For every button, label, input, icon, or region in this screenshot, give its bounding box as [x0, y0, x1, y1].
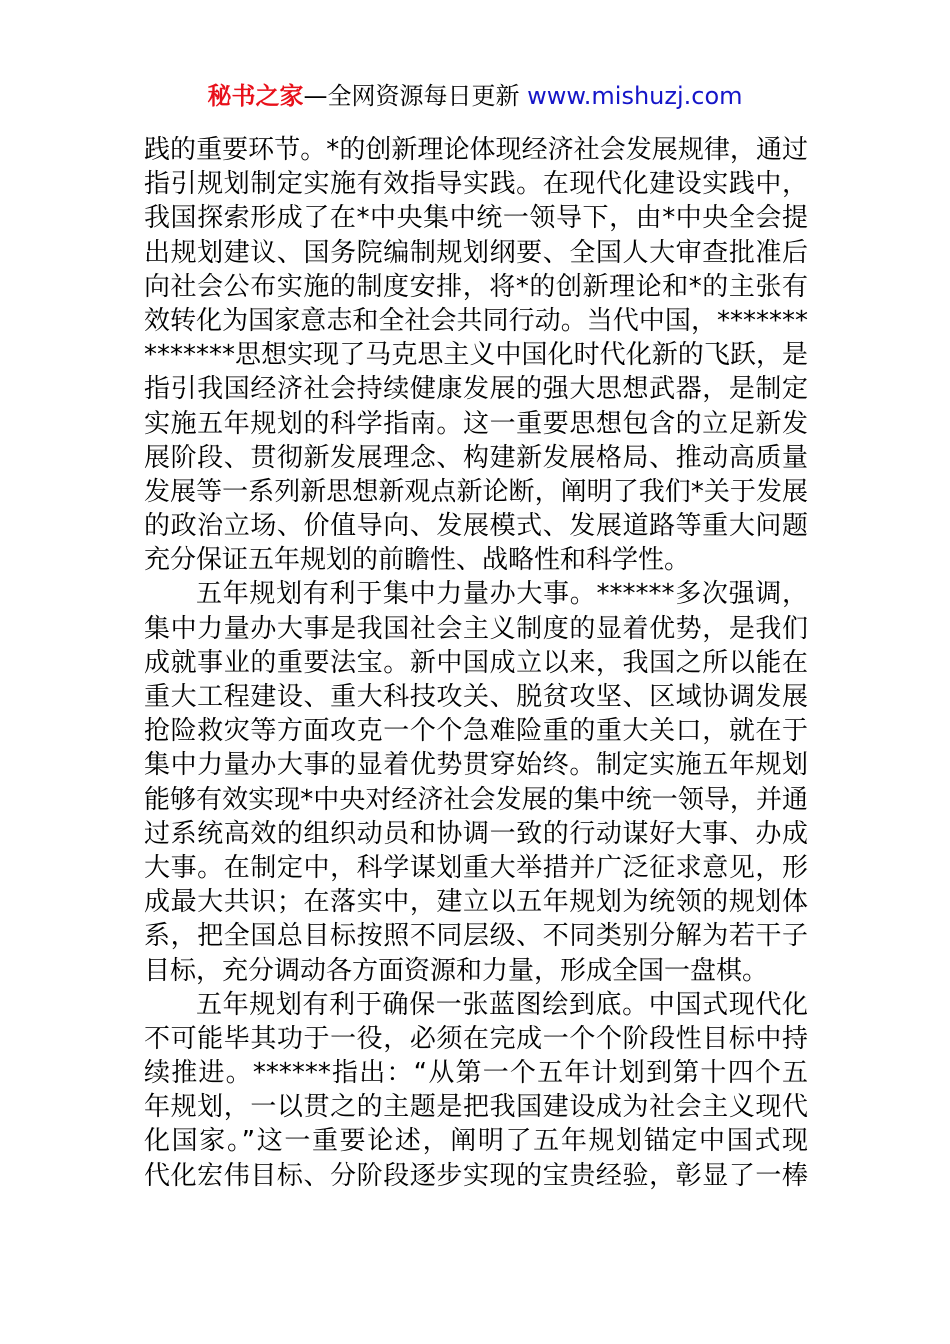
text-line: 大事。在制定中，科学谋划重大举措并广泛征求意见，形 [144, 852, 808, 883]
text-line: 集中力量办大事的显着优势贯穿始终。制定实施五年规划 [144, 750, 808, 781]
text-line: 系，把全国总目标按照不同层级、不同类别分解为若干子 [144, 921, 808, 952]
site-tagline: —全网资源每日更新 [303, 82, 528, 110]
text-line: 发展等一系列新思想新观点新论断，阐明了我们*关于发展 [144, 476, 808, 507]
text-line: 代化宏伟目标、分阶段逐步实现的宝贵经验，彰显了一棒 [144, 1160, 808, 1191]
text-line: 出规划建议、国务院编制规划纲要、全国人大审查批准后 [144, 237, 808, 268]
text-line: 重大工程建设、重大科技攻关、脱贫攻坚、区域协调发展 [144, 682, 808, 712]
text-line: 展阶段、贯彻新发展理念、构建新发展格局、推动高质量 [144, 442, 808, 473]
text-line: 指引我国经济社会持续健康发展的强大思想武器，是制定 [144, 374, 808, 405]
text-line: 年规划，一以贯之的主题是把我国建设成为社会主义现代 [144, 1092, 808, 1123]
site-brand: 秘书之家 [207, 82, 304, 110]
text-line: 化国家。”这一重要论述，阐明了五年规划锚定中国式现 [144, 1126, 808, 1157]
text-line: 实施五年规划的科学指南。这一重要思想包含的立足新发 [144, 408, 808, 439]
text-line: 过系统高效的组织动员和协调一致的行动谋好大事、办成 [144, 818, 808, 849]
text-line: 充分保证五年规划的前瞻性、战略性和科学性。 [144, 545, 691, 576]
text-line: 抢险救灾等方面攻克一个个急难险重的重大关口，就在于 [144, 716, 808, 747]
text-line: 不可能毕其功于一役，必须在完成一个个阶段性目标中持 [144, 1023, 808, 1054]
site-url[interactable]: www.mishuzj.com [527, 82, 743, 110]
paragraph-start-line: 五年规划有利于集中力量办大事。******多次强调， [196, 579, 808, 610]
paragraph-start-line: 五年规划有利于确保一张蓝图绘到底。中国式现代化 [196, 989, 808, 1020]
text-line: 能够有效实现*中央对经济社会发展的集中统一领导，并通 [144, 784, 808, 815]
text-line: 向社会公布实施的制度安排，将*的创新理论和*的主张有 [144, 271, 808, 302]
text-line: 续推进。******指出：“从第一个五年计划到第十四个五 [144, 1058, 808, 1089]
text-line: 成就事业的重要法宝。新中国成立以来，我国之所以能在 [144, 647, 808, 678]
text-line: *******思想实现了马克思主义中国化时代化新的飞跃，是 [144, 340, 808, 371]
text-line: 践的重要环节。*的创新理论体现经济社会发展规律，通过 [144, 135, 808, 165]
document-body [144, 133, 808, 1193]
text-line: 目标，充分调动各方面资源和力量，形成全国一盘棋。 [144, 955, 769, 986]
text-line: 效转化为国家意志和全社会共同行动。当代中国，******* [144, 305, 808, 336]
text-line: 集中力量办大事是我国社会主义制度的显着优势，是我们 [144, 613, 808, 644]
text-line: 指引规划制定实施有效指导实践。在现代化建设实践中， [144, 169, 808, 200]
text-line: 我国探索形成了在*中央集中统一领导下，由*中央全会提 [144, 203, 808, 234]
text-line: 成最大共识；在落实中，建立以五年规划为统领的规划体 [144, 887, 808, 918]
text-line: 的政治立场、价值导向、发展模式、发展道路等重大问题 [144, 511, 808, 542]
site-header [0, 80, 950, 112]
